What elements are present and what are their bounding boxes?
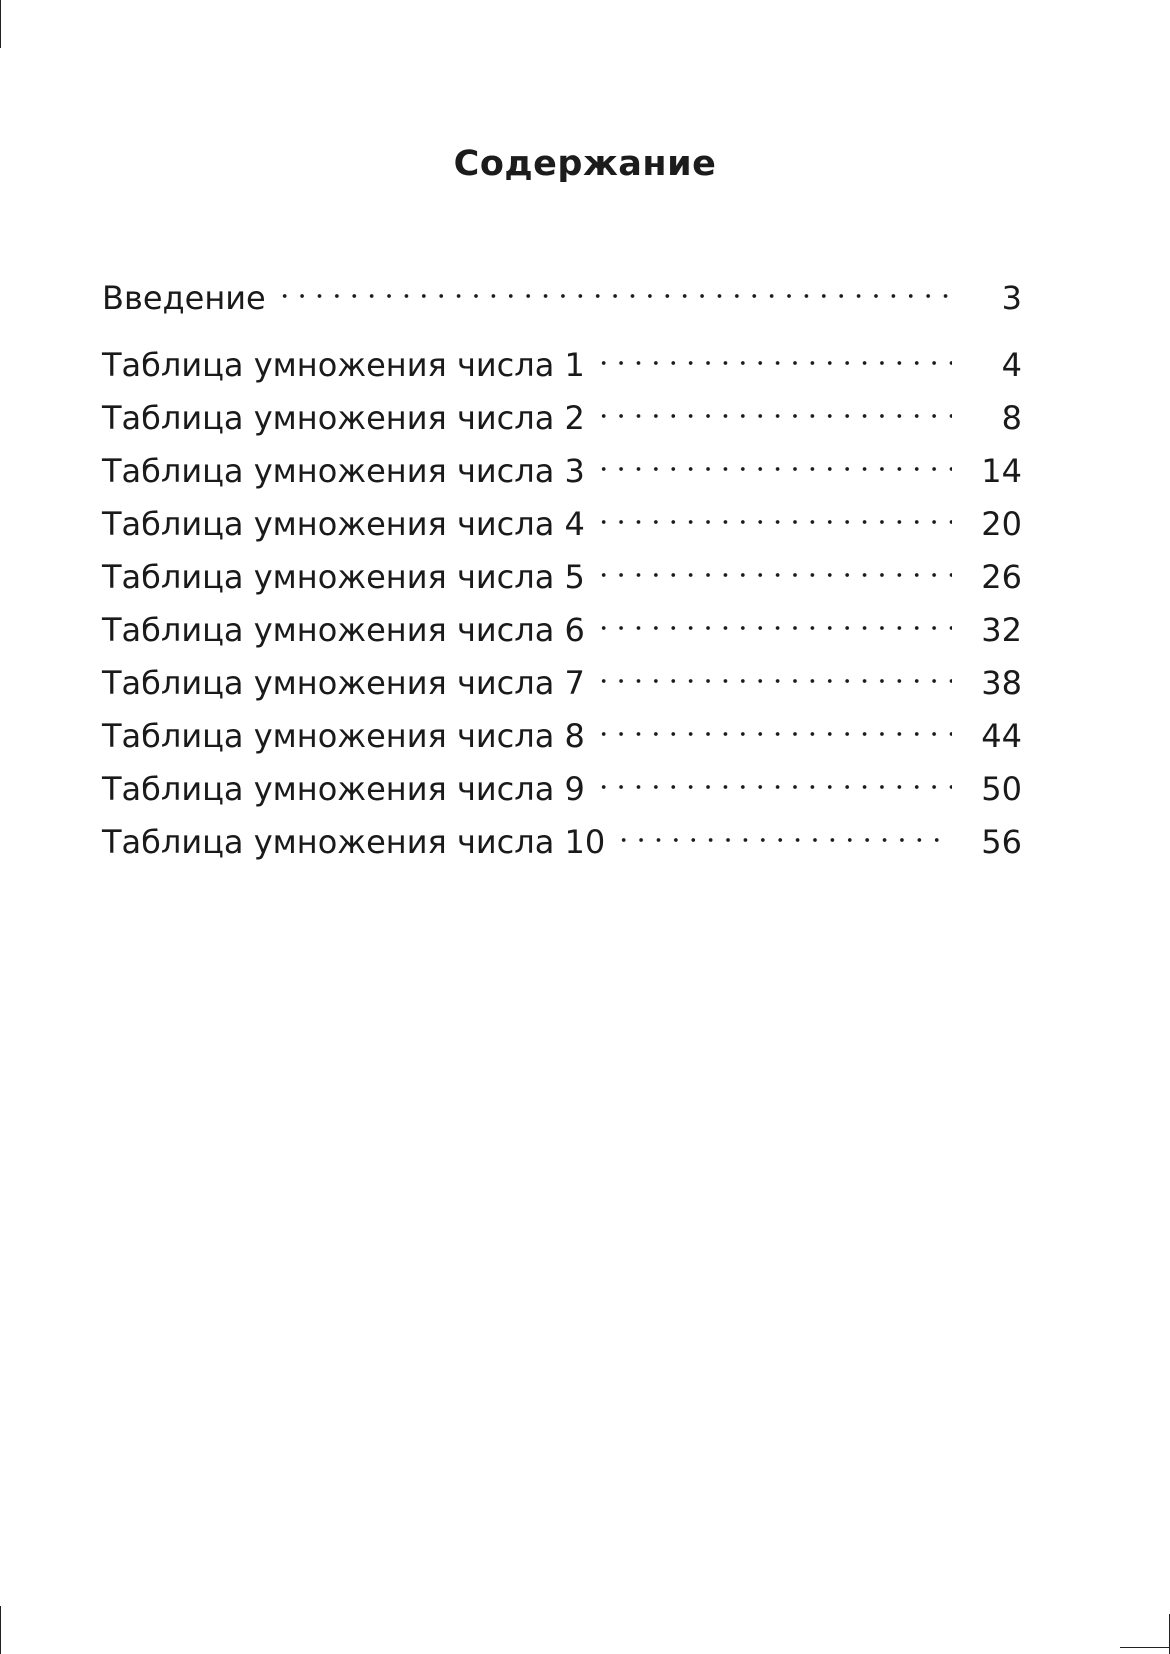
toc-entry-label: Таблица умножения числа 8 xyxy=(102,717,585,755)
toc-entry[interactable] xyxy=(102,323,1022,384)
toc-entry-label: Таблица умножения числа 4 xyxy=(102,505,585,543)
toc-entry-label: Таблица умножения числа 9 xyxy=(102,770,585,808)
crop-mark-bottom-right-horizontal xyxy=(1120,1647,1170,1648)
page-title: Содержание xyxy=(453,144,717,184)
toc-entry-label: Таблица умножения числа 2 xyxy=(102,399,585,437)
toc-entry-label: Таблица умножения числа 1 xyxy=(102,346,585,384)
toc-entry-page: 8 xyxy=(1001,399,1022,437)
toc-entry-page: 38 xyxy=(981,664,1022,702)
crop-mark-top-left xyxy=(0,0,1,48)
toc-entry-page: 20 xyxy=(981,505,1022,543)
dot-leader xyxy=(615,800,952,853)
dot-leader xyxy=(595,535,952,588)
toc-entry-page: 3 xyxy=(1001,279,1022,317)
toc-entry-page: 4 xyxy=(1001,346,1022,384)
dot-leader xyxy=(595,376,952,429)
dot-leader xyxy=(595,429,952,482)
toc-entry-label: Введение xyxy=(102,279,266,317)
toc-entry-label: Таблица умножения числа 5 xyxy=(102,558,585,596)
dot-leader xyxy=(595,482,952,535)
toc-entry-page: 32 xyxy=(981,611,1022,649)
toc-entry-label: Таблица умножения числа 10 xyxy=(102,823,606,861)
crop-mark-bottom-left xyxy=(0,1606,1,1654)
dot-leader xyxy=(595,694,952,747)
toc-entry[interactable] xyxy=(102,256,1022,317)
toc-entry-page: 50 xyxy=(981,770,1022,808)
toc-entry-page: 56 xyxy=(981,823,1022,861)
toc-entry-label: Таблица умножения числа 7 xyxy=(102,664,585,702)
toc-entry-label: Таблица умножения числа 6 xyxy=(102,611,585,649)
table-of-contents xyxy=(102,256,1022,861)
dot-leader xyxy=(595,588,952,641)
toc-entry-page: 44 xyxy=(981,717,1022,755)
toc-entry-page: 26 xyxy=(981,558,1022,596)
dot-leader xyxy=(595,641,952,694)
dot-leader xyxy=(276,256,952,309)
dot-leader xyxy=(595,747,952,800)
toc-entry-page: 14 xyxy=(981,452,1022,490)
dot-leader xyxy=(595,323,952,376)
toc-entry-label: Таблица умножения числа 3 xyxy=(102,452,585,490)
